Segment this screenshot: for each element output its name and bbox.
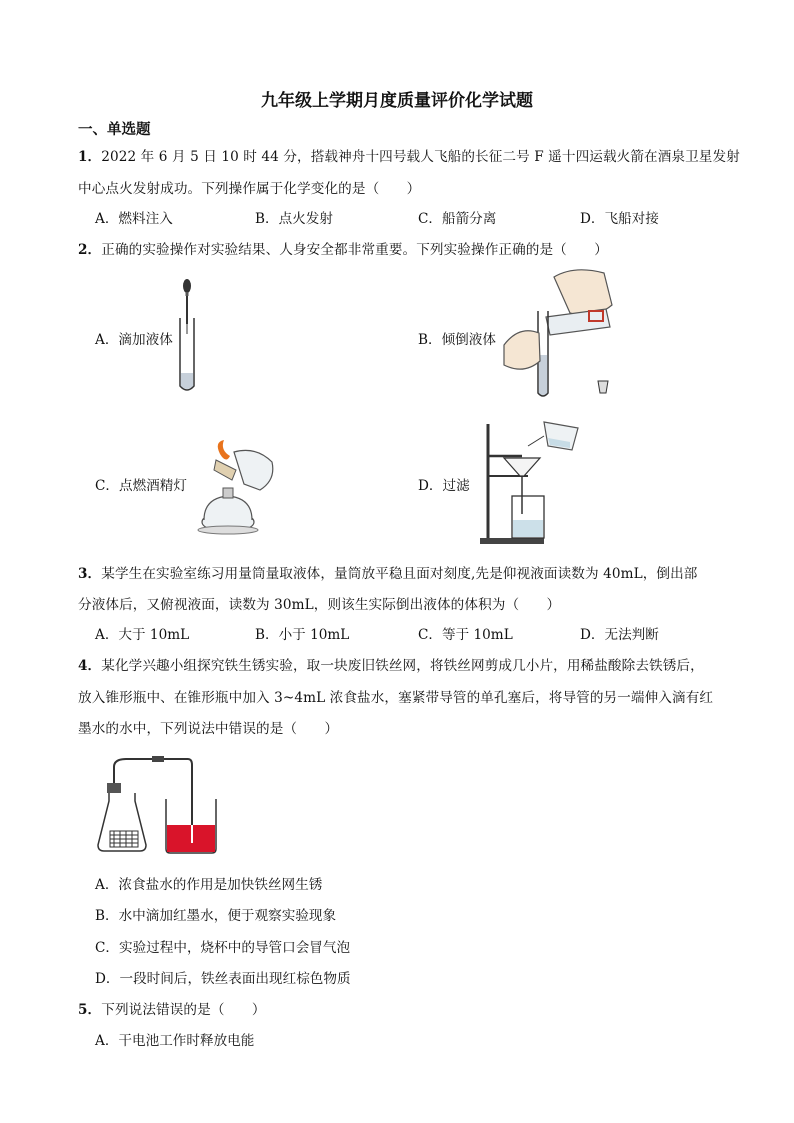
q2-option-d: D．过滤 [418, 478, 470, 494]
q3-stem-line2: 分液体后，又俯视液面，读数为 30mL，则该生实际倒出液体的体积为（ ） [78, 597, 561, 613]
q3-stem-line1 [78, 562, 697, 582]
q1-option-a: A．燃料注入 [95, 211, 173, 227]
alcohol-lamp-figure [190, 440, 280, 535]
q2-option-b: B．倾倒液体 [418, 332, 496, 348]
q4-option-a: A．浓食盐水的作用是加快铁丝网生锈 [95, 877, 323, 893]
q4-text-1: 某化学兴趣小组探究铁生锈实验，取一块废旧铁丝网，将铁丝网剪成几小片，用稀盐酸除去铁锈后， [101, 658, 704, 674]
q5-option-a: A．干电池工作时释放电能 [95, 1033, 255, 1049]
q1-option-d: D．飞船对接 [580, 211, 659, 227]
q1-option-c: C．船箭分离 [418, 211, 497, 227]
pouring-liquid-figure [494, 265, 624, 405]
q2-number: 2． [78, 242, 102, 258]
iron-rust-apparatus-figure [96, 755, 222, 857]
q1-option-b: B．点火发射 [255, 211, 333, 227]
q1-number: 1． [78, 149, 102, 165]
q4-stem-line2: 放入锥形瓶中、在锥形瓶中加入 3~4mL 浓食盐水，塞紧带导管的单孔塞后，将导管的另一端伸入滴有红 [78, 690, 714, 706]
q2-option-c: C．点燃酒精灯 [95, 478, 187, 494]
q3-option-a: A．大于 10mL [95, 627, 190, 643]
q3-option-c: C．等于 10mL [418, 627, 513, 643]
q4-option-c: C．实验过程中，烧杯中的导管口会冒气泡 [95, 940, 351, 956]
q2-stem-line1 [78, 238, 608, 258]
section-heading: 一、单选题 [78, 122, 151, 138]
page-title: 九年级上学期月度质量评价化学试题 [261, 91, 533, 111]
filtration-figure [474, 418, 584, 546]
q3-option-b: B．小于 10mL [255, 627, 350, 643]
q3-number: 3． [78, 566, 102, 582]
dropper-testtube-figure [170, 278, 210, 398]
q1-text-1: 2022 年 6 月 5 日 10 时 44 分，搭载神舟十四号载人飞船的长征二号 F 遥十四运载火箭在酒泉卫星发射 [101, 149, 740, 165]
q4-option-b: B．水中滴加红墨水，便于观察实验现象 [95, 908, 337, 924]
q5-number: 5． [78, 1002, 102, 1018]
q1-stem-line2: 中心点火发射成功。下列操作属于化学变化的是（ ） [78, 181, 421, 197]
q2-option-a: A．滴加液体 [95, 332, 173, 348]
q4-stem-line1 [78, 654, 704, 674]
q5-text-1: 下列说法错误的是（ ） [101, 1002, 266, 1018]
q4-number: 4． [78, 658, 102, 674]
q3-text-1: 某学生在实验室练习用量筒量取液体，量筒放平稳且面对刻度,先是仰视液面读数为 40mL，倒出部 [101, 566, 698, 582]
q4-stem-line3: 墨水的水中，下列说法中错误的是（ ） [78, 721, 339, 737]
q4-option-d: D．一段时间后，铁丝表面出现红棕色物质 [95, 971, 351, 987]
q5-stem-line1 [78, 998, 266, 1018]
q3-option-d: D．无法判断 [580, 627, 659, 643]
q1-stem-line1 [78, 145, 740, 165]
q2-text-1: 正确的实验操作对实验结果、人身安全都非常重要。下列实验操作正确的是（ ） [101, 242, 608, 258]
